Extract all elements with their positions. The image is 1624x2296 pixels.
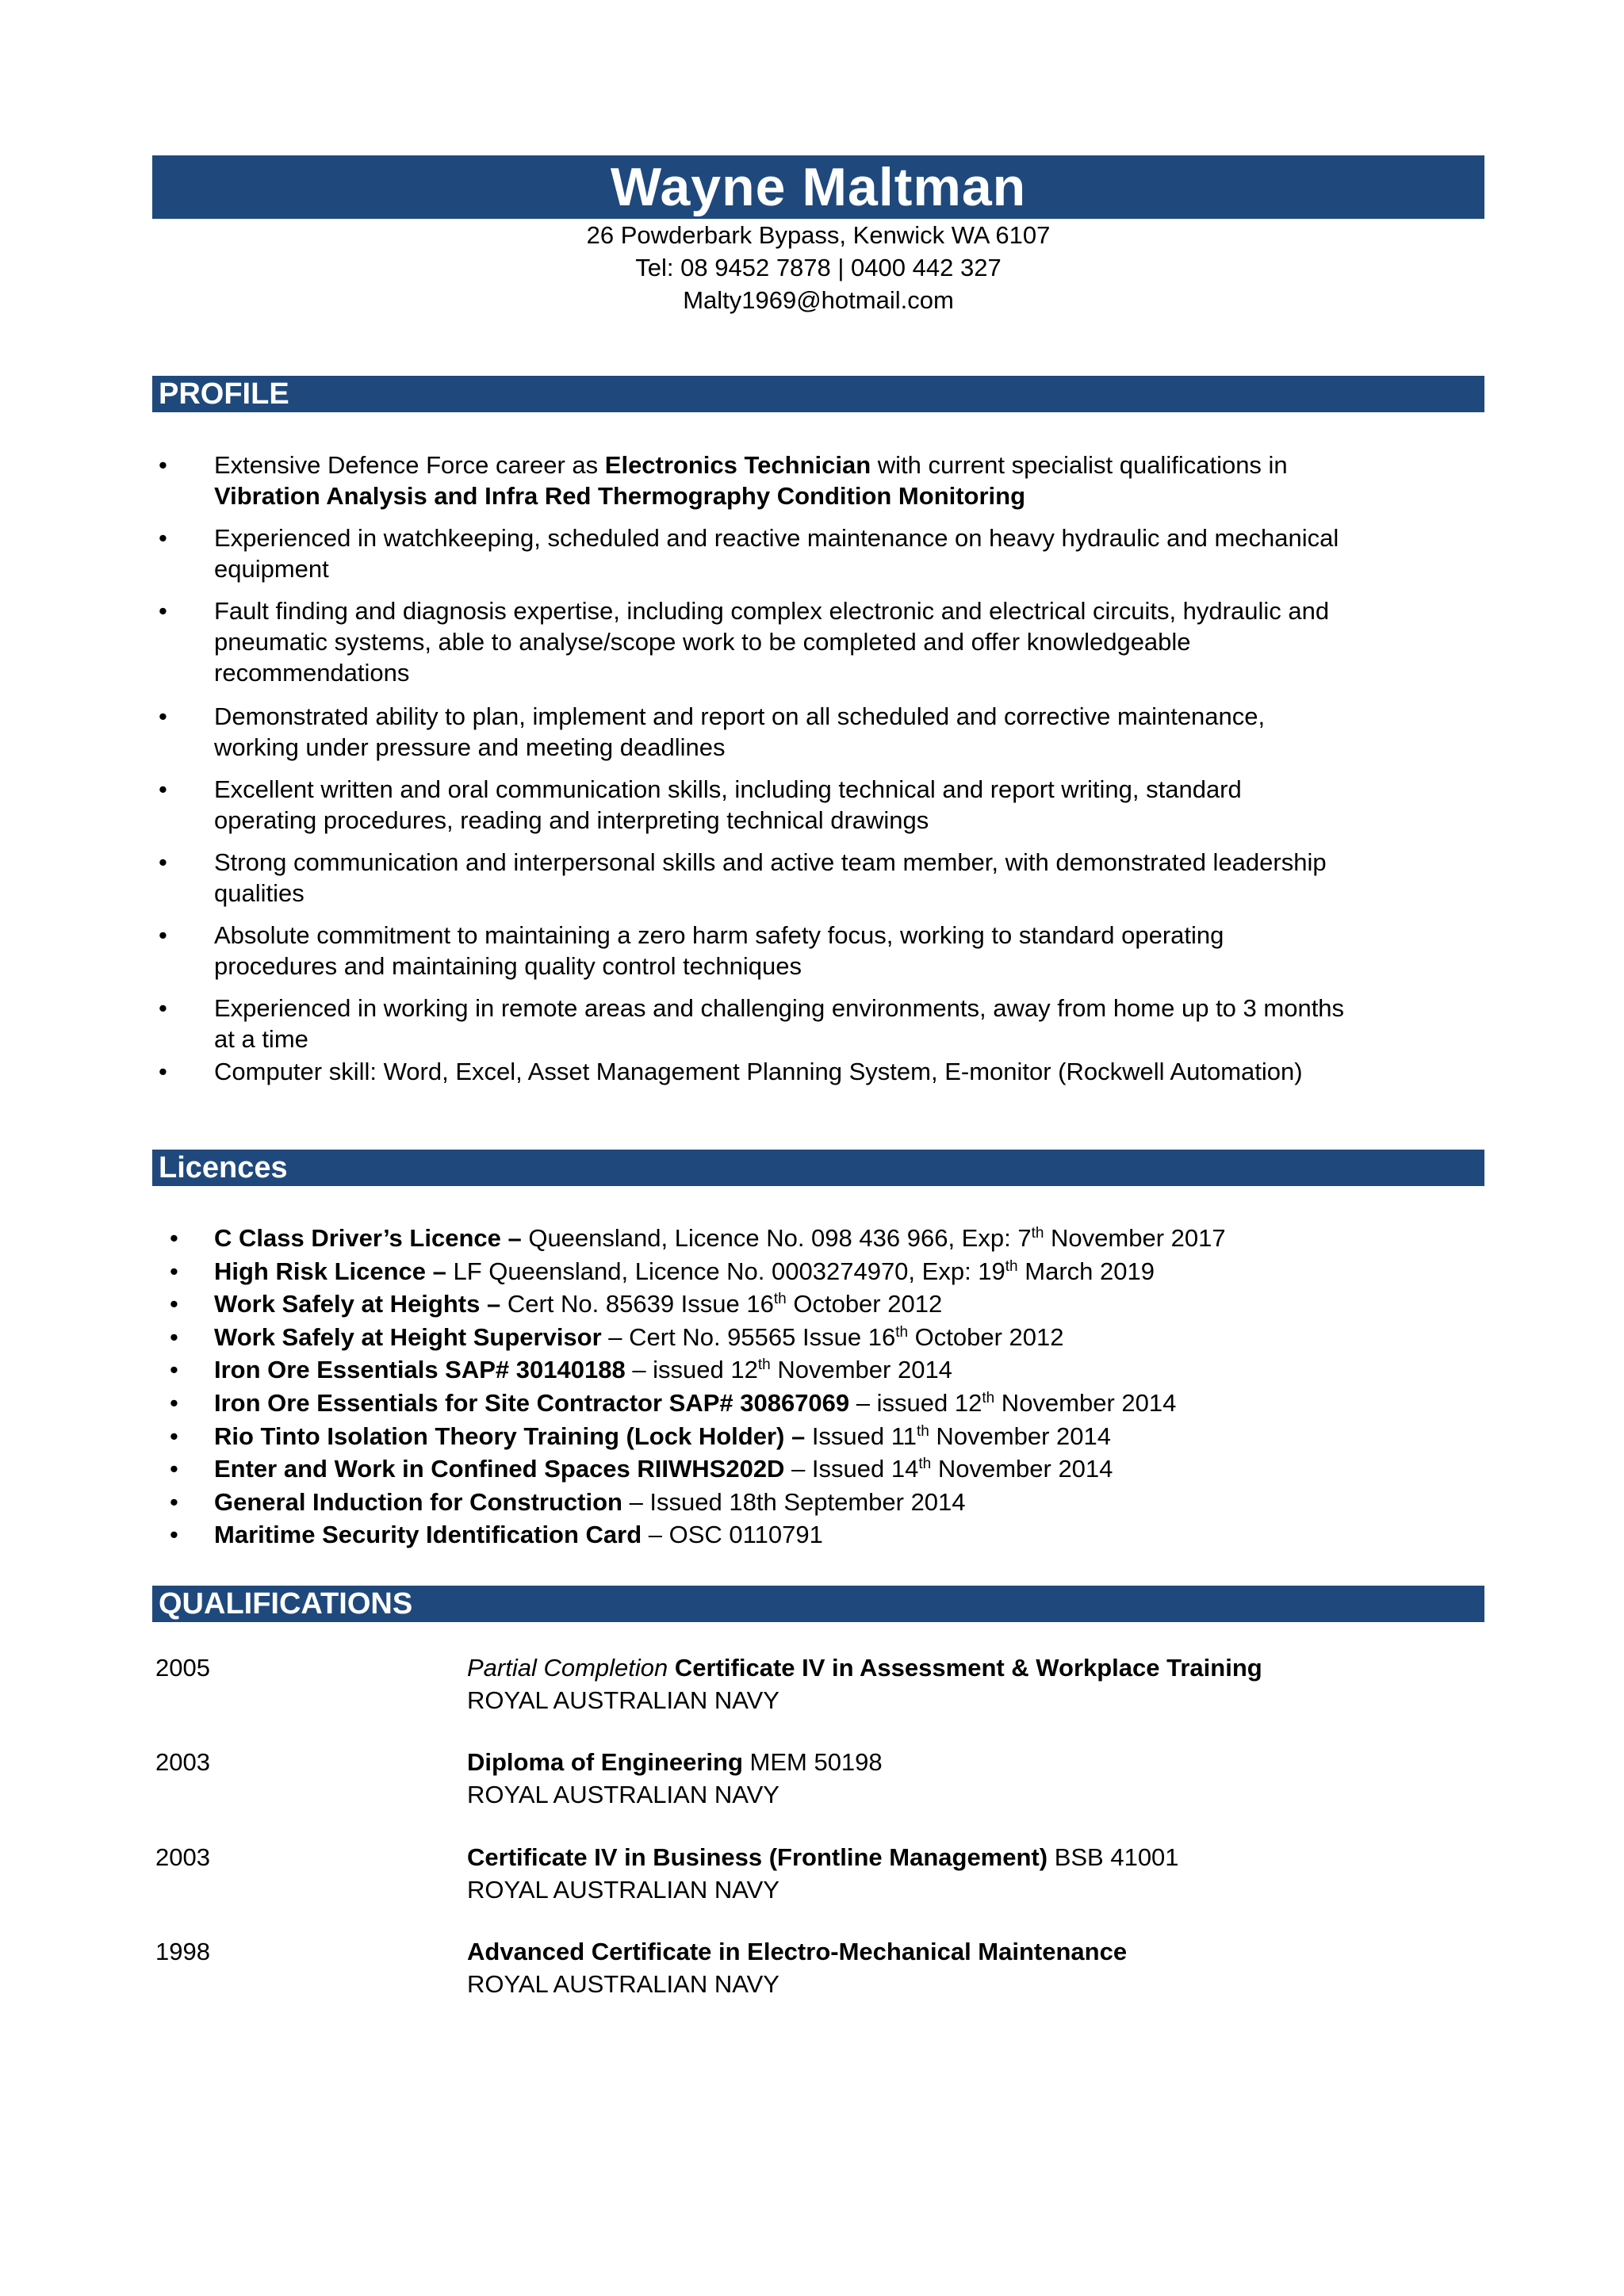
profile-item: • Fault finding and diagnosis expertise, including complex electronic and electrical circuits, hydraulic and pneumatic systems, able to analyse/scope work to be completed and offer knowledgeable recommendations (159, 597, 1330, 687)
qualification-year: 2003 (155, 1748, 210, 1776)
qualification-issuer: ROYAL AUSTRALIAN NAVY (467, 1781, 779, 1808)
bullet-icon: • (159, 524, 167, 552)
profile-item: • Extensive Defence Force career as Electronics Technician with current specialist qualifications in Vibration Analysis and Infra Red Thermography Condition Monitoring (159, 451, 1288, 510)
bullet-icon: • (159, 451, 167, 479)
profile-list (152, 450, 1484, 1088)
bullet-icon: • (159, 597, 167, 625)
qualification-issuer: ROYAL AUSTRALIAN NAVY (467, 1686, 779, 1714)
bullet-icon: • (170, 1422, 178, 1450)
bullet-icon: • (159, 994, 167, 1022)
profile-item: • Absolute commitment to maintaining a zero harm safety focus, working to standard operating procedures and maintaining quality control techniques (159, 921, 1224, 980)
licence-item: • Maritime Security Identification Card – OSC 0110791 (152, 1518, 1484, 1552)
profile-item: • Experienced in working in remote areas and challenging environments, away from home up to 3 months at a time (159, 994, 1345, 1053)
bullet-icon: • (170, 1290, 178, 1318)
licence-item: • Iron Ore Essentials for Site Contractor SAP# 30867069 – issued 12th November 2014 (152, 1387, 1484, 1420)
licence-item: • High Risk Licence – LF Queensland, Licence No. 0003274970, Exp: 19th March 2019 (152, 1255, 1484, 1288)
profile-section-bar (152, 376, 1484, 412)
qualification-title: Certificate IV in Business (Frontline Management) (467, 1843, 1048, 1871)
qualification-issuer: ROYAL AUSTRALIAN NAVY (467, 1876, 779, 1904)
qualifications-heading: QUALIFICATIONS (159, 1587, 413, 1621)
bullet-icon: • (170, 1487, 178, 1516)
bullet-icon: • (159, 921, 167, 949)
qualification-title: Certificate IV in Assessment & Workplace Training (674, 1654, 1262, 1682)
candidate-name: Wayne Maltman (610, 157, 1027, 217)
email: Malty1969@hotmail.com (683, 286, 954, 314)
profile-item: • Excellent written and oral communication skills, including technical and report writing, standard operating procedures, reading and interpreting technical drawings (159, 775, 1242, 834)
qualification-year: 1998 (155, 1938, 210, 1965)
profile-item: • Experienced in watchkeeping, scheduled and reactive maintenance on heavy hydraulic and mechanical equipment (159, 524, 1339, 583)
profile-item: • Computer skill: Word, Excel, Asset Management Planning System, E-monitor (Rockwell Automation) (159, 1058, 1303, 1085)
licence-item: • C Class Driver’s Licence – Queensland, Licence No. 098 436 966, Exp: 7th November 2017 (152, 1222, 1484, 1255)
licence-item: • Enter and Work in Confined Spaces RIIWHS202D – Issued 14th November 2014 (152, 1452, 1484, 1486)
licences-heading: Licences (159, 1151, 288, 1184)
licences-section-bar (152, 1150, 1484, 1186)
profile-item: • Demonstrated ability to plan, implement and report on all scheduled and corrective maintenance, working under pressure and meeting deadlines (159, 702, 1266, 761)
phone: Tel: 08 9452 7878 | 0400 442 327 (635, 254, 1002, 281)
licence-item: • Work Safely at Height Supervisor – Cert No. 95565 Issue 16th October 2012 (152, 1321, 1484, 1354)
contact-block (152, 219, 1484, 316)
qualification-issuer: ROYAL AUSTRALIAN NAVY (467, 1970, 779, 1998)
qualification-title: Advanced Certificate in Electro-Mechanical Maintenance (467, 1938, 1128, 1965)
qualification-year: 2005 (155, 1654, 210, 1682)
bullet-icon: • (170, 1322, 178, 1351)
licence-item: • Iron Ore Essentials SAP# 30140188 – issued 12th November 2014 (152, 1353, 1484, 1387)
licence-item: • Rio Tinto Isolation Theory Training (Lock Holder) – Issued 11th November 2014 (152, 1420, 1484, 1453)
bullet-icon: • (170, 1388, 178, 1417)
bullet-icon: • (159, 775, 167, 803)
licence-item: • General Induction for Construction – Issued 18th September 2014 (152, 1486, 1484, 1519)
qualification-code: MEM 50198 (742, 1748, 883, 1776)
qualification-code: BSB 41001 (1048, 1843, 1179, 1871)
qualification-year: 2003 (155, 1843, 210, 1871)
profile-heading: PROFILE (159, 377, 289, 411)
bullet-icon: • (170, 1356, 178, 1384)
bullet-icon: • (170, 1521, 178, 1549)
bullet-icon: • (170, 1455, 178, 1483)
bullet-icon: • (159, 848, 167, 876)
name-banner (152, 155, 1484, 219)
profile-item: • Strong communication and interpersonal skills and active team member, with demonstrated leadership qualities (159, 848, 1327, 907)
bullet-icon: • (159, 702, 167, 730)
licence-item: • Work Safely at Heights – Cert No. 85639 Issue 16th October 2012 (152, 1288, 1484, 1321)
bullet-icon: • (170, 1224, 178, 1252)
bullet-icon: • (170, 1257, 178, 1285)
bullet-icon: • (159, 1058, 167, 1085)
licences-list (152, 1222, 1484, 1552)
address: 26 Powderbark Bypass, Kenwick WA 6107 (586, 221, 1051, 249)
qualification-status: Partial Completion (467, 1654, 675, 1682)
qualifications-section-bar (152, 1586, 1484, 1622)
qualification-title: Diploma of Engineering (467, 1748, 743, 1776)
